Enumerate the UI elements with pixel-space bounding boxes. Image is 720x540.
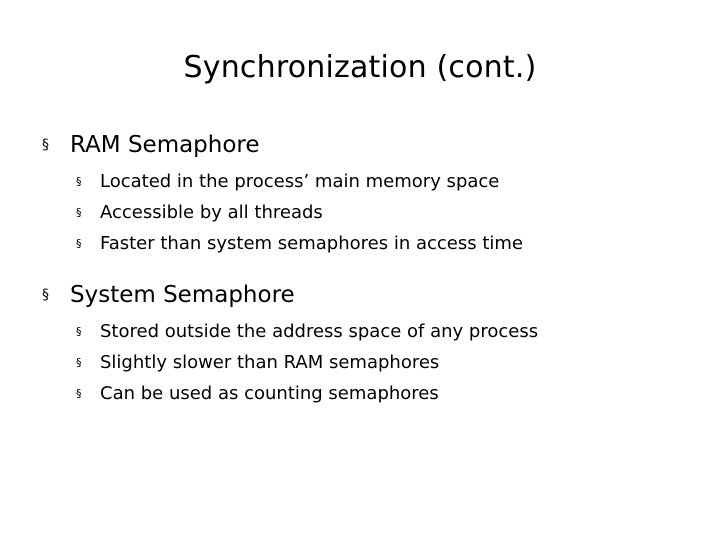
list-item-text: Located in the process’ main memory space: [100, 171, 500, 192]
section-ram-semaphore: [42, 130, 523, 260]
bullet-icon: §: [76, 356, 82, 369]
slide-title: Synchronization (cont.): [183, 50, 537, 85]
section-heading: RAM Semaphore: [70, 132, 260, 158]
list-item-text: Stored outside the address space of any process: [100, 321, 539, 342]
bullet-icon: §: [76, 387, 82, 400]
list-item-text: Can be used as counting semaphores: [100, 383, 439, 404]
section-heading-row: [42, 130, 523, 163]
list-item: [76, 229, 523, 260]
bullet-icon: §: [76, 325, 82, 338]
list-item: [76, 198, 523, 229]
list-item: [76, 317, 538, 348]
bullet-icon: §: [76, 206, 82, 219]
section-system-semaphore: [42, 280, 538, 410]
bullet-icon: §: [42, 287, 49, 303]
section-heading: System Semaphore: [70, 282, 295, 308]
list-item: [76, 167, 523, 198]
sub-bullet-list: [42, 167, 523, 260]
list-item-text: Accessible by all threads: [100, 202, 323, 223]
bullet-icon: §: [76, 175, 82, 188]
sub-bullet-list: [42, 317, 538, 410]
list-item-text: Slightly slower than RAM semaphores: [100, 352, 440, 373]
list-item-text: Faster than system semaphores in access time: [100, 233, 523, 254]
bullet-icon: §: [42, 137, 49, 153]
bullet-icon: §: [76, 237, 82, 250]
section-heading-row: [42, 280, 538, 313]
list-item: [76, 379, 538, 410]
list-item: [76, 348, 538, 379]
